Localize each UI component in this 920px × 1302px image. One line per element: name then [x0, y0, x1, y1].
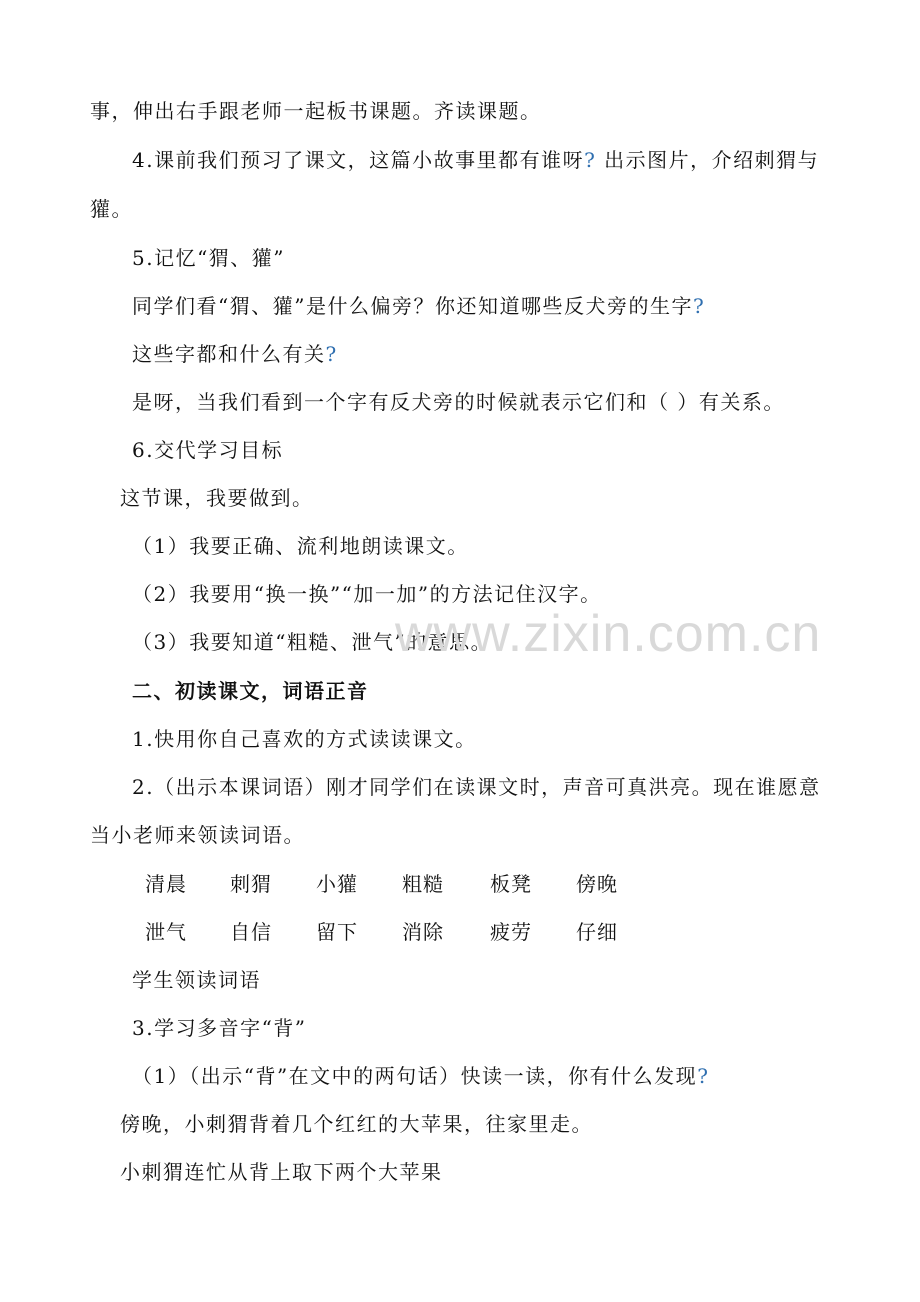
question-mark: ? — [697, 1064, 710, 1088]
vocab-word: 留下 — [316, 920, 358, 944]
paragraph-line: 学生领读词语 — [132, 968, 261, 992]
paragraph-line: 1.快用你自己喜欢的方式读读课文。 — [132, 727, 477, 751]
text-run: 同学们看“猬、獾”是什么偏旁？你还知道哪些反犬旁的生字 — [132, 294, 693, 318]
vocab-word: 消除 — [402, 920, 444, 944]
vocab-row — [0, 919, 920, 945]
paragraph-line: 当小老师来领读词语。 — [90, 823, 305, 847]
question-mark: ? — [584, 148, 597, 172]
vocab-word: 仔细 — [576, 920, 618, 944]
paragraph-line — [132, 147, 819, 173]
question-mark: ? — [325, 342, 338, 366]
paragraph-line: 傍晚，小刺猬背着几个红红的大苹果，往家里走。 — [120, 1112, 593, 1136]
paragraph-line: 小刺猬连忙从背上取下两个大苹果 — [120, 1160, 443, 1184]
paragraph-line: 5.记忆“猬、獾” — [132, 246, 286, 270]
paragraph-line — [132, 1063, 709, 1089]
question-mark: ? — [692, 294, 706, 318]
vocab-word: 傍晚 — [576, 872, 618, 896]
vocab-word: 疲劳 — [490, 920, 532, 944]
section-heading: 二、初读课文，词语正音 — [132, 679, 369, 703]
paragraph-line: 是呀，当我们看到一个字有反犬旁的时候就表示它们和（ ）有关系。 — [132, 390, 785, 414]
paragraph-line — [132, 293, 705, 319]
watermark: www.zixin.com.cn — [395, 605, 822, 663]
vocab-word: 自信 — [230, 920, 272, 944]
vocab-word: 小獾 — [316, 872, 358, 896]
text-run: 4.课前我们预习了课文，这篇小故事里都有谁呀 — [132, 148, 585, 172]
text-run: 出示图片，介绍刺猬与 — [596, 148, 820, 172]
vocab-word: 粗糙 — [402, 872, 444, 896]
paragraph-line: 2.（出示本课词语）刚才同学们在读课文时，声音可真洪亮。现在谁愿意 — [132, 775, 821, 799]
vocab-row — [0, 871, 920, 897]
vocab-word: 板凳 — [490, 872, 532, 896]
paragraph-line: （1）我要正确、流利地朗读课文。 — [132, 534, 469, 558]
paragraph-line: 獾。 — [90, 197, 133, 221]
paragraph-line: （3）我要知道“粗糙、泄气”的意思。 — [132, 630, 493, 654]
vocab-word: 泄气 — [145, 920, 187, 944]
paragraph-line: 6.交代学习目标 — [132, 438, 284, 462]
paragraph-line: （2）我要用“换一换”“加一加”的方法记住汉字。 — [132, 582, 602, 606]
text-run: （1）（出示“背”在文中的两句话）快读一读，你有什么发现 — [132, 1064, 698, 1088]
paragraph-line: 事，伸出右手跟老师一起板书课题。齐读课题。 — [90, 99, 542, 123]
paragraph-line: 3.学习多音字“背” — [132, 1016, 307, 1040]
vocab-word: 刺猬 — [230, 872, 272, 896]
paragraph-line — [132, 341, 338, 367]
vocab-word: 清晨 — [145, 872, 187, 896]
paragraph-line: 这节课，我要做到。 — [120, 486, 314, 510]
text-run: 这些字都和什么有关 — [132, 342, 326, 366]
